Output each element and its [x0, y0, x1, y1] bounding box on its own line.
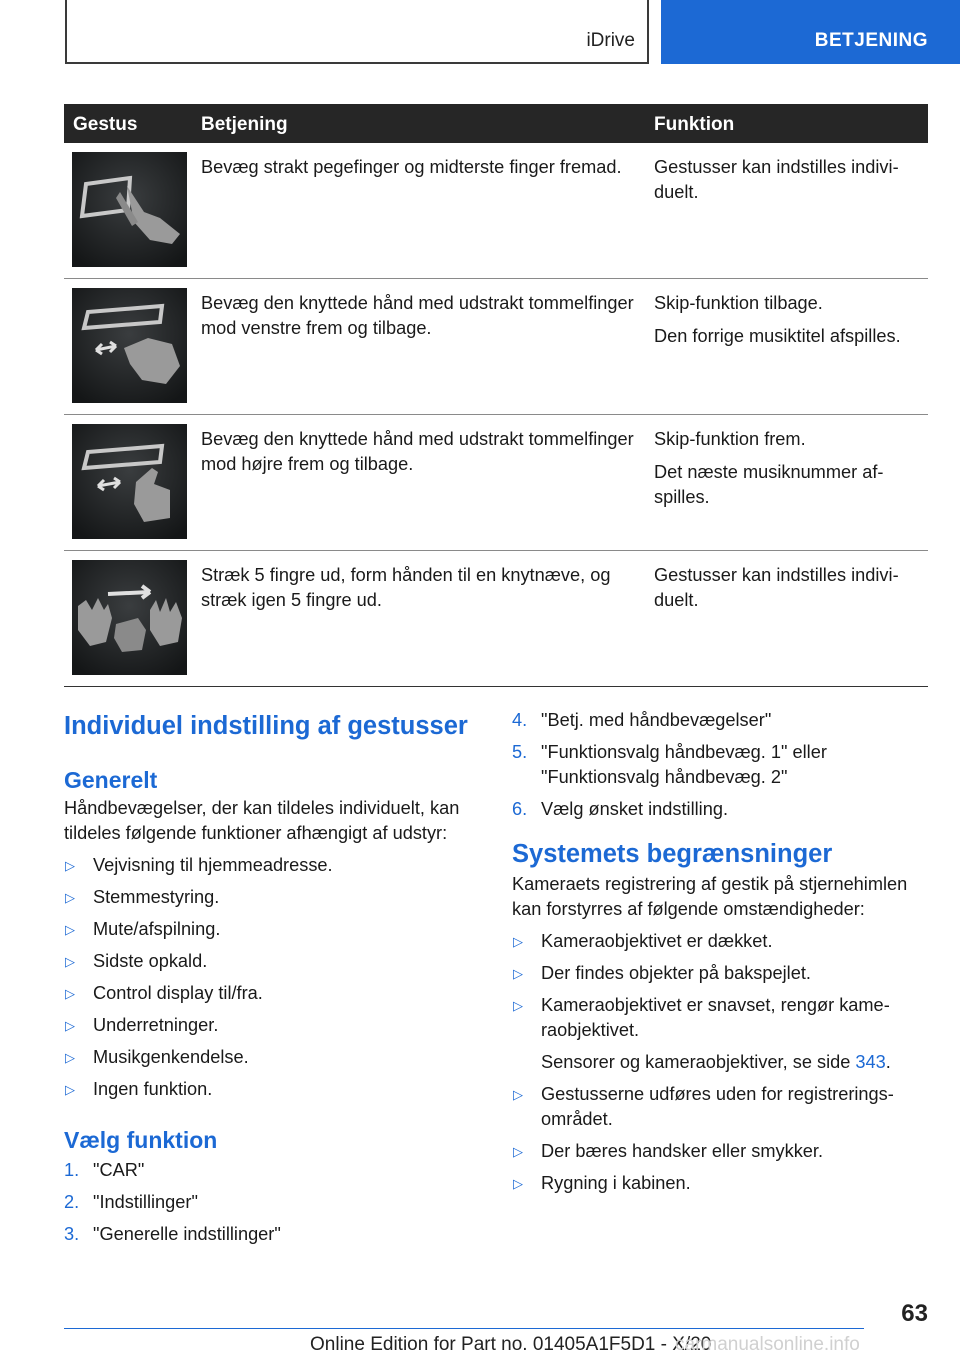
- bullet-triangle-icon: ▷: [65, 1050, 75, 1065]
- list-item: ▷ Musikgenkendelse.: [64, 1045, 484, 1070]
- betjening-cell: Bevæg strakt pegefinger og midterste finger fremad.: [201, 157, 622, 177]
- list-item: ▷ Ingen funktion.: [64, 1077, 484, 1102]
- list-item: ▷ Underretninger.: [64, 1013, 484, 1038]
- header-section-title: iDrive: [586, 30, 635, 51]
- vaelg-funktion-heading: Vælg funktion: [64, 1127, 218, 1153]
- list-item: ▷ Rygning i kabinen.: [512, 1171, 932, 1196]
- list-item: ▷ Mute/afspilning.: [64, 917, 484, 942]
- header-chapter-title: BETJENING: [814, 30, 928, 51]
- left-column: [64, 708, 484, 1247]
- footer-edition: Online Edition for Part no. 01405A1F5D1 - X/20: [310, 1334, 712, 1355]
- generelt-text: Håndbevægelser, der kan tildeles individuelt, kan tildeles følgende funktioner afhængigt af udstyr:: [64, 798, 460, 843]
- funktion-text: Det næste musiknummer afspilles.: [654, 462, 884, 507]
- funktion-text: Skip-funktion tilbage.: [654, 293, 823, 313]
- table-row: [64, 279, 928, 415]
- right-column: [512, 708, 932, 1196]
- steps-list-continued: [512, 708, 932, 822]
- funktion-cell: [654, 427, 924, 510]
- step-item: 1. "CAR": [64, 1160, 145, 1180]
- header-chapter-tab: [661, 0, 960, 64]
- table-row: [64, 415, 928, 551]
- generelt-heading: Generelt: [64, 767, 158, 793]
- function-list: [64, 853, 484, 1102]
- page-reference-link[interactable]: 343: [855, 1052, 886, 1072]
- table-header: [64, 104, 928, 143]
- funktion-text: Den forrige musiktitel afspilles.: [654, 326, 901, 346]
- header-section-box: [65, 0, 649, 64]
- limits-text: Kameraets registrering af gestik på stjernehimlen kan forstyrres af følgende omstændigheder:: [512, 874, 908, 919]
- list-item: ▷ Stemmestyring.: [64, 885, 484, 910]
- thumb-right-gesture-icon: [72, 424, 187, 539]
- col-header-gestus: Gestus: [73, 114, 138, 135]
- bullet-triangle-icon: ▷: [65, 954, 75, 969]
- funktion-text: Skip-funktion frem.: [654, 429, 806, 449]
- step-item: 3. "Generelle indstillinger": [64, 1224, 281, 1244]
- bullet-triangle-icon: ▷: [65, 890, 75, 905]
- thumb-left-gesture-icon: [72, 288, 187, 403]
- bullet-triangle-icon: ▷: [65, 1082, 75, 1097]
- sensor-note: Sensorer og kameraobjektiver, se side 343.: [541, 1052, 891, 1072]
- step-item: 2. "Indstillinger": [64, 1192, 198, 1212]
- bullet-triangle-icon: ▷: [65, 986, 75, 1001]
- bullet-triangle-icon: ▷: [513, 966, 523, 981]
- betjening-cell: Bevæg den knyttede hånd med udstrakt tommelfinger mod højre frem og tilbage.: [201, 429, 634, 474]
- funktion-text: Gestusser kan indstilles individuelt.: [654, 565, 899, 610]
- section-title: Individuel indstilling af gestusser: [64, 712, 468, 740]
- gesture-table: [64, 104, 928, 687]
- two-finger-forward-gesture-icon: [72, 152, 187, 267]
- limits-heading: Systemets begrænsninger: [512, 840, 833, 868]
- list-item: ▷ Gestusserne udføres uden for registreringsområdet.: [513, 1084, 894, 1129]
- list-item: ▷ Kameraobjektivet er dækket.: [512, 929, 932, 954]
- funktion-text: Gestusser kan indstilles individuelt.: [654, 157, 899, 202]
- bullet-triangle-icon: ▷: [513, 998, 523, 1013]
- list-item: ▷ Kameraobjektivet er snavset, rengør kameraobjektivet. Sensorer og kameraobjektiver, se side 343.: [512, 993, 932, 1075]
- steps-list: [64, 1158, 484, 1247]
- col-header-betjening: Betjening: [201, 114, 288, 135]
- funktion-cell: [654, 563, 924, 613]
- list-item: ▷ Der findes objekter på bakspejlet.: [512, 961, 932, 986]
- step-item: 6. Vælg ønsket indstilling.: [512, 799, 729, 819]
- bullet-triangle-icon: ▷: [65, 858, 75, 873]
- bullet-triangle-icon: ▷: [513, 1176, 523, 1191]
- list-item: ▷ Der bæres handsker eller smykker.: [512, 1139, 932, 1164]
- footer-divider: [64, 1328, 864, 1329]
- step-item: 4. "Betj. med håndbevægelser": [512, 710, 772, 730]
- bullet-triangle-icon: ▷: [513, 1144, 523, 1159]
- bullet-triangle-icon: ▷: [65, 922, 75, 937]
- funktion-cell: [654, 291, 924, 349]
- step-item: 5. "Funktionsvalg håndbevæg. 1" eller "Funktionsvalg håndbevæg. 2": [512, 742, 827, 787]
- table-row: [64, 551, 928, 687]
- limits-list: [512, 929, 932, 1196]
- list-item: ▷ Control display til/fra.: [64, 981, 484, 1006]
- bullet-triangle-icon: ▷: [513, 934, 523, 949]
- watermark: carmanualsonline.info: [675, 1334, 860, 1355]
- funktion-cell: [654, 155, 924, 205]
- col-header-funktion: Funktion: [654, 114, 735, 135]
- betjening-cell: Stræk 5 fingre ud, form hånden til en knytnæve, og stræk igen 5 fingre ud.: [201, 565, 611, 610]
- bullet-triangle-icon: ▷: [65, 1018, 75, 1033]
- bullet-triangle-icon: ▷: [513, 1087, 523, 1102]
- list-item: ▷ Sidste opkald.: [64, 949, 484, 974]
- open-close-hand-gesture-icon: [72, 560, 187, 675]
- table-row: [64, 143, 928, 279]
- betjening-cell: Bevæg den knyttede hånd med udstrakt tommelfinger mod venstre frem og tilbage.: [201, 293, 634, 338]
- page-number: 63: [901, 1300, 928, 1327]
- list-item: ▷ Vejvisning til hjemmeadresse.: [64, 853, 484, 878]
